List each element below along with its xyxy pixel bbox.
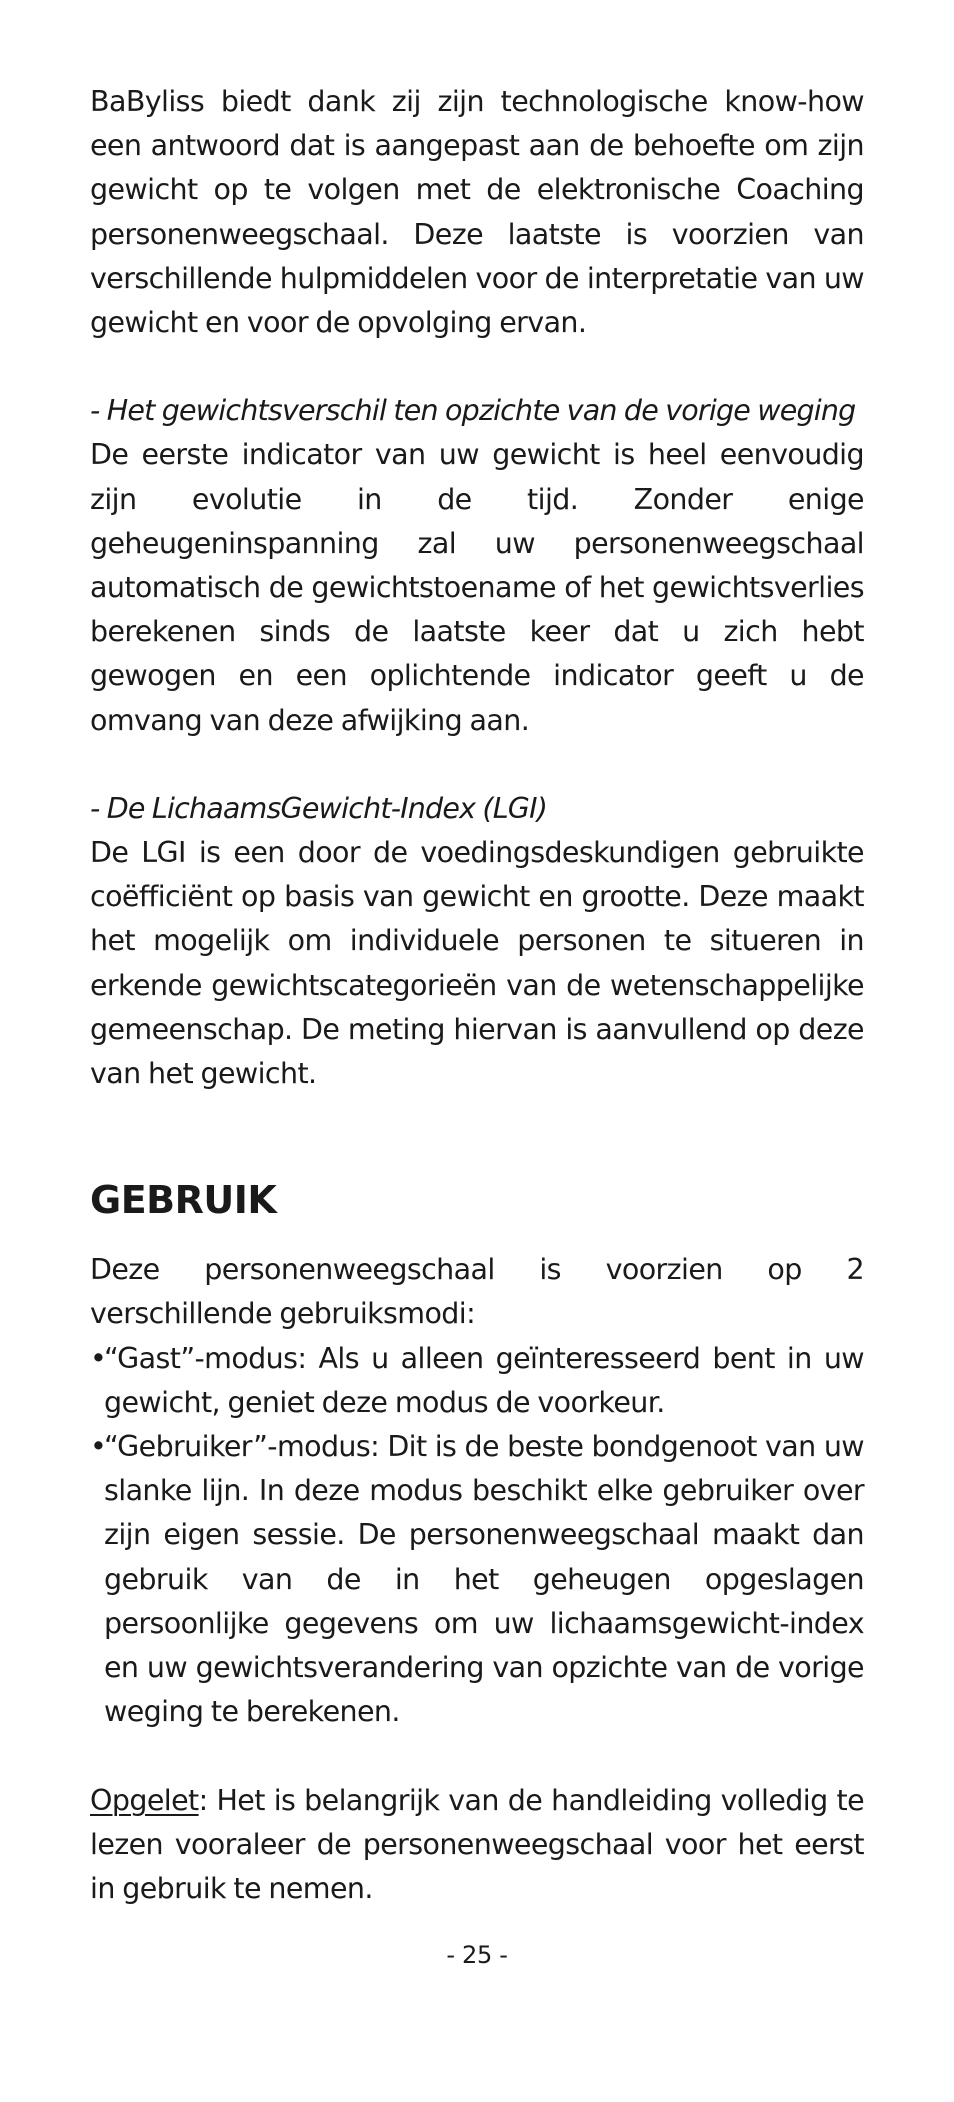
weight-difference-text: De eerste indicator van uw gewicht is heel eenvoudig zijn evolutie in de tijd. Zonder enige geheugeninspanning zal uw personenweegschaal automatisch de gewichtstoename of het gewichtsverlies berekenen sinds de laatste keer dat u zich hebt gewogen en een oplichtende indicator geeft u de omvang van deze afwijking aan.	[90, 438, 864, 737]
guest-mode-text: “Gast”-modus: Als u alleen geïnteresseerd bent in uw gewicht, geniet deze modus de voorkeur.	[104, 1341, 864, 1419]
usage-heading: GEBRUIK	[90, 1178, 277, 1223]
weight-difference-subheading: - Het gewichtsverschil ten opzichte van de vorige weging	[90, 394, 856, 428]
manual-page	[90, 80, 864, 1911]
warning-label: Opgelet	[90, 1783, 199, 1817]
page-number: - 25 -	[446, 1941, 508, 1969]
bullet-symbol: •	[90, 1341, 107, 1375]
warning-note	[90, 1779, 864, 1912]
usage-intro: Deze personenweegschaal is voorzien op 2 verschillende gebruiksmodi:	[90, 1253, 864, 1331]
bmi-text: De LGI is een door de voedingsdeskundigen gebruikte coëfficiënt op basis van gewicht en grootte. Deze maakt het mogelijk om individuele personen te situeren in erkende gewichtscategorieën van de wetenschappelijke gemeenschap. De meting hiervan is aanvullend op deze van het gewicht.	[90, 836, 864, 1091]
list-item	[90, 1425, 864, 1734]
bullet-symbol: •	[90, 1430, 107, 1464]
user-mode-text: “Gebruiker”-modus: Dit is de beste bondgenoot van uw slanke lijn. In deze modus beschikt elke gebruiker over zijn eigen sessie. De personenweegschaal maakt dan gebruik van de in het geheugen opgeslagen persoonlijke gegevens om uw lichaamsgewicht-index en uw gewichtsverandering van opzichte van de vorige weging te berekenen.	[104, 1430, 864, 1729]
list-item	[90, 1337, 864, 1425]
warning-text: : Het is belangrijk van de handleiding volledig te lezen vooraleer de personenweegschaal voor het eerst in gebruik te nemen.	[90, 1783, 864, 1905]
usage-mode-list	[90, 1337, 864, 1735]
bmi-subheading: - De LichaamsGewicht-Index (LGI)	[90, 791, 548, 825]
intro-paragraph: BaByliss biedt dank zij zijn technologische know-how een antwoord dat is aangepast aan de behoefte om zijn gewicht op te volgen met de elektronische Coaching personenweegschaal. Deze laatste is voorzien van verschillende hulpmiddelen voor de interpretatie van uw gewicht en voor de opvolging ervan.	[90, 85, 864, 340]
